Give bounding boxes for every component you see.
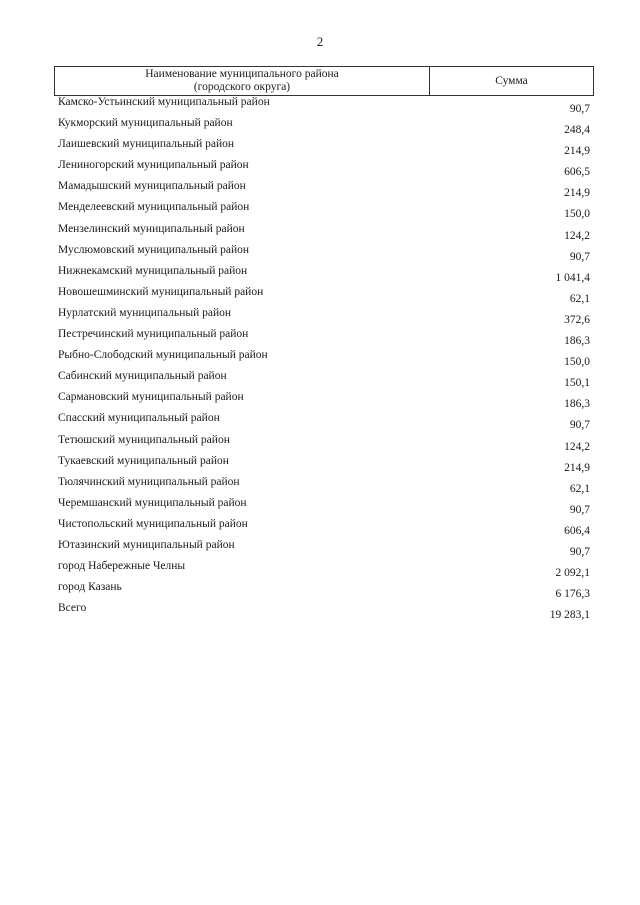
row-value: 214,9 xyxy=(564,145,590,158)
table-row xyxy=(58,558,590,579)
row-value: 248,4 xyxy=(564,124,590,137)
table-row xyxy=(58,263,590,284)
row-name: Нурлатский муниципальный район xyxy=(58,306,232,319)
row-name: Лаишевский муниципальный район xyxy=(58,138,235,151)
table-row xyxy=(58,136,590,157)
table-row xyxy=(58,368,590,389)
row-value: 90,7 xyxy=(569,545,590,558)
header-sum-column: Сумма xyxy=(495,75,528,87)
row-value: 6 176,3 xyxy=(555,588,590,601)
row-name: Рыбно-Слободский муниципальный район xyxy=(58,349,268,362)
row-value: 90,7 xyxy=(569,250,590,263)
row-value: 124,2 xyxy=(564,229,590,242)
row-name: Менделеевский муниципальный район xyxy=(58,201,250,214)
row-value: 150,1 xyxy=(564,377,590,390)
row-name: Пестречинский муниципальный район xyxy=(58,328,249,341)
row-value: 186,3 xyxy=(564,335,590,348)
table-row xyxy=(58,432,590,453)
table-row xyxy=(58,284,590,305)
row-value: 90,7 xyxy=(569,419,590,432)
row-name: Кукморский муниципальный район xyxy=(58,117,233,130)
row-name: Новошешминский муниципальный район xyxy=(58,285,264,298)
table-row xyxy=(58,495,590,516)
table-row xyxy=(58,516,590,537)
table-row xyxy=(58,389,590,410)
row-name: Тюлячинский муниципальный район xyxy=(58,475,240,488)
table-row xyxy=(58,94,590,115)
table-row xyxy=(58,474,590,495)
row-value: 214,9 xyxy=(564,461,590,474)
table-row xyxy=(58,537,590,558)
row-name: Черемшанский муниципальный район xyxy=(58,496,247,509)
row-name: Лениногорский муниципальный район xyxy=(58,159,249,172)
row-name: Мензелинский муниципальный район xyxy=(58,222,245,235)
table-row xyxy=(58,326,590,347)
row-value: 2 092,1 xyxy=(555,567,590,580)
row-name: Нижнекамский муниципальный район xyxy=(58,264,248,277)
row-value: 150,0 xyxy=(564,356,590,369)
row-name: Ютазинский муниципальный район xyxy=(58,538,235,551)
table-row xyxy=(58,242,590,263)
page-number: 2 xyxy=(316,34,324,49)
header-name-line1: Наименование муниципального района xyxy=(145,68,339,80)
row-value: 62,1 xyxy=(569,292,590,305)
row-value: 1 041,4 xyxy=(555,271,590,284)
table-row xyxy=(58,115,590,136)
table-row xyxy=(58,347,590,368)
table-row xyxy=(58,221,590,242)
row-name: Мамадышский муниципальный район xyxy=(58,180,246,193)
row-value: 150,0 xyxy=(564,208,590,221)
row-name: Всего xyxy=(58,602,87,615)
row-value: 90,7 xyxy=(569,503,590,516)
row-name: город Набережные Челны xyxy=(58,560,186,573)
table-row xyxy=(58,600,590,621)
row-value: 62,1 xyxy=(569,482,590,495)
row-name: Тетюшский муниципальный район xyxy=(58,433,230,446)
row-value: 606,4 xyxy=(564,524,590,537)
row-name: Спасский муниципальный район xyxy=(58,412,220,425)
row-name: Камско-Устьинский муниципальный район xyxy=(58,96,270,108)
table-row xyxy=(58,453,590,474)
row-value: 214,9 xyxy=(564,187,590,200)
table-row xyxy=(58,178,590,199)
header-name-column xyxy=(55,67,430,95)
table-row xyxy=(58,305,590,326)
row-value: 90,7 xyxy=(569,103,590,115)
row-value: 124,2 xyxy=(564,440,590,453)
table-row xyxy=(58,410,590,431)
row-name: Тукаевский муниципальный район xyxy=(58,454,229,467)
row-name: город Казань xyxy=(58,581,122,594)
row-value: 186,3 xyxy=(564,398,590,411)
table-header xyxy=(54,66,594,96)
row-value: 19 283,1 xyxy=(549,609,590,622)
table-body xyxy=(58,94,590,621)
row-name: Сабинский муниципальный район xyxy=(58,370,227,383)
table-row xyxy=(58,157,590,178)
header-name-line2: (городского округа) xyxy=(193,81,291,93)
row-name: Муслюмовский муниципальный район xyxy=(58,243,250,256)
table-row xyxy=(58,579,590,600)
row-value: 372,6 xyxy=(564,313,590,326)
table-row xyxy=(58,199,590,220)
row-name: Чистопольский муниципальный район xyxy=(58,517,248,530)
row-value: 606,5 xyxy=(564,166,590,179)
row-name: Сармановский муниципальный район xyxy=(58,391,244,404)
